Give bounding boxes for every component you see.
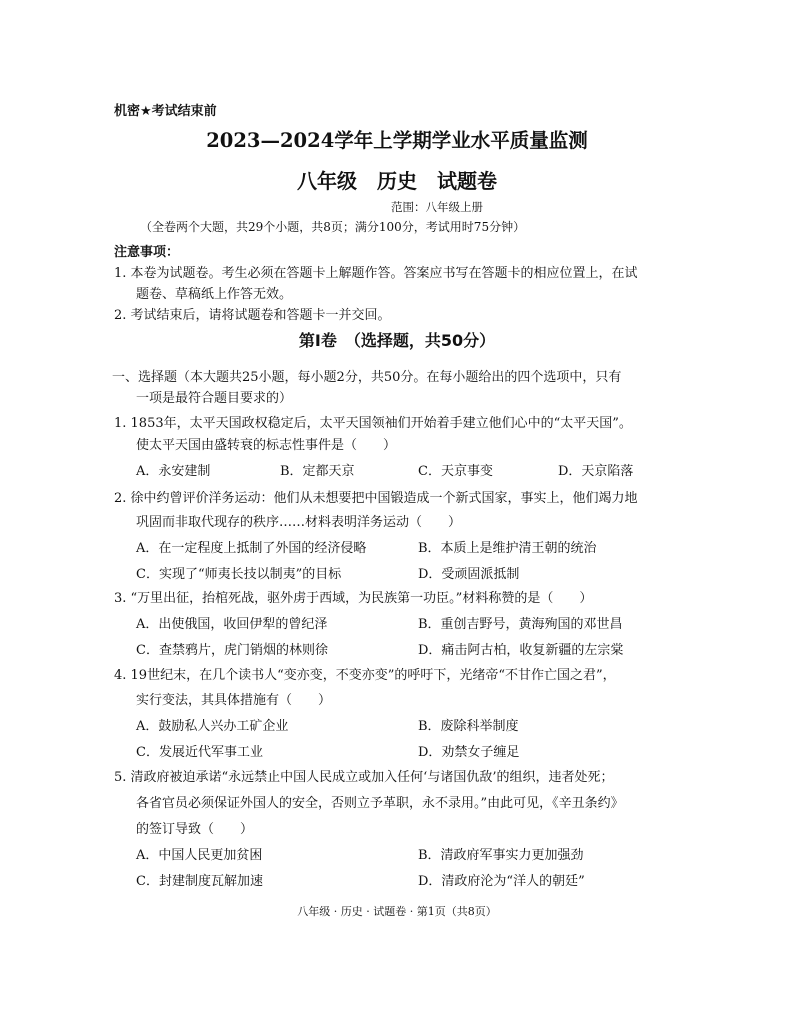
question-3-stem: 3. “万里出征，抬棺死战，驱外虏于西域，为民族第一功臣。”材料称赞的是（ ）: [114, 591, 593, 606]
notice-heading: 注意事项：: [114, 245, 180, 260]
question-1-option-b: B．定都天京: [280, 464, 355, 479]
question-2-option-a: A．在一定程度上抵制了外国的经济侵略: [136, 541, 367, 556]
question-5-option-b: B．清政府军事实力更加强劲: [418, 848, 584, 863]
notice-item-1: 1. 本卷为试题卷。考生必须在答题卡上解题作答。答案应书写在答题卡的相应位置上，在试: [114, 266, 638, 281]
question-2-stem-cont: 巩固而非取代现存的秩序……材料表明洋务运动（ ）: [136, 515, 462, 530]
question-3-option-d: D．痛击阿古柏，收复新疆的左宗棠: [418, 643, 624, 658]
question-4-option-c: C．发展近代军事工业: [136, 745, 263, 760]
question-5-stem-cont-2: 的签订导致（ ）: [136, 822, 254, 837]
question-1-stem-cont: 使太平天国由盛转衰的标志性事件是（ ）: [136, 438, 397, 453]
confidential-label: 机密★考试结束前: [114, 104, 217, 119]
question-4-stem: 4. 19世纪末，在几个读书人“变亦变，不变亦变”的呼吁下，光绪帝“不甘作亡国之君”，: [114, 668, 616, 683]
question-1-option-c: C．天京事变: [418, 464, 493, 479]
exam-range: 范围：八年级上册: [391, 200, 483, 214]
question-3-option-b: B．重创吉野号，黄海殉国的邓世昌: [418, 617, 623, 632]
question-2-option-d: D．受顽固派抵制: [418, 567, 520, 582]
question-3-option-c: C．查禁鸦片，虎门销烟的林则徐: [136, 643, 328, 658]
question-4-option-b: B．废除科举制度: [418, 719, 519, 734]
question-5-option-a: A．中国人民更加贫困: [136, 848, 263, 863]
section-intro-cont: 一项是最符合题目要求的）: [136, 391, 293, 406]
notice-item-2: 2. 考试结束后，请将试题卷和答题卡一并交回。: [114, 308, 391, 323]
question-4-option-d: D．劝禁女子缠足: [418, 745, 520, 760]
question-1-option-d: D．天京陷落: [558, 464, 634, 479]
question-5-option-d: D．清政府沦为“洋人的朝廷”: [418, 874, 585, 889]
part-heading: 第Ⅰ卷 （选择题，共50分）: [298, 331, 496, 350]
notice-item-1-cont: 题卷、草稿纸上作答无效。: [136, 287, 293, 302]
question-4-option-a: A．鼓励私人兴办工矿企业: [136, 719, 289, 734]
question-1-stem: 1. 1853年，太平天国政权稳定后，太平天国领袖们开始着手建立他们心中的“太平天国”。: [114, 416, 632, 431]
question-2-stem: 2. 徐中约曾评价洋务运动：他们从未想要把中国锻造成一个新式国家，事实上，他们竭力地: [114, 491, 638, 506]
exam-rules: （全卷两个大题，共29个小题，共8页；满分100分，考试用时75分钟）: [140, 220, 526, 234]
question-1-option-a: A．永安建制: [136, 464, 211, 479]
question-3-option-a: A．出使俄国，收回伊犁的曾纪泽: [136, 617, 328, 632]
question-2-option-b: B．本质上是维护清王朝的统治: [418, 541, 597, 556]
section-intro: 一、选择题（本大题共25小题，每小题2分，共50分。在每小题给出的四个选项中，只有: [112, 370, 622, 385]
question-5-option-c: C．封建制度瓦解加速: [136, 874, 263, 889]
page-footer: 八年级 · 历史 · 试题卷 · 第1页（共8页）: [297, 905, 497, 918]
question-5-stem-cont-1: 各省官员必须保证外国人的安全，否则立予革职，永不录用。”由此可见，《辛丑条约》: [136, 796, 624, 811]
question-5-stem: 5. 清政府被迫承诺“永远禁止中国人民成立或加入任何‘与诸国仇敌’的组织，违者处死；: [114, 770, 614, 785]
question-2-option-c: C．实现了“师夷长技以制夷”的目标: [136, 567, 342, 582]
exam-subtitle: 八年级 历史 试题卷: [297, 169, 497, 193]
exam-title: 2023—2024学年上学期学业水平质量监测: [206, 129, 588, 152]
question-4-stem-cont: 实行变法，其具体措施有（ ）: [136, 693, 332, 708]
